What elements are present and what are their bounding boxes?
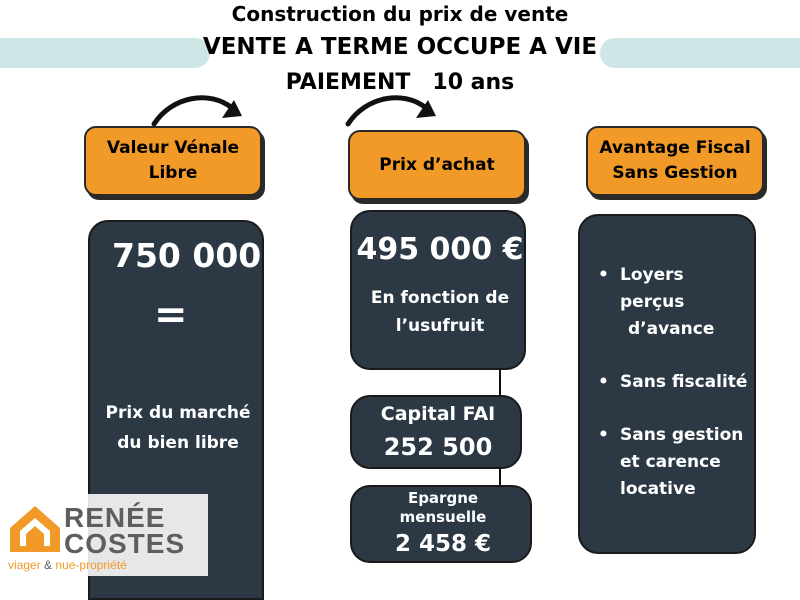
prix-achat-desc-line2: l’usufruit — [395, 316, 485, 336]
header-avantage-fiscal-line1: Avantage Fiscal — [599, 138, 751, 158]
capital-fai-label: Capital FAI — [380, 403, 496, 425]
epargne-label-line1: Epargne — [407, 489, 479, 507]
panel-capital-fai — [350, 395, 522, 469]
tagline-ampersand: & — [44, 558, 53, 572]
house-logo-icon — [8, 504, 62, 554]
capital-fai-value: 252 500 — [383, 433, 493, 461]
brand-tagline — [8, 558, 127, 572]
curved-arrow-icon-left — [150, 92, 246, 128]
panel-prix-achat — [350, 210, 526, 370]
prix-achat-amount: 495 000 € — [356, 232, 524, 267]
advantage-1-line1: Loyers perçus — [620, 265, 685, 312]
list-item — [598, 262, 748, 343]
panel-epargne-mensuelle — [350, 485, 532, 563]
bullet-icon: • — [598, 425, 609, 445]
valeur-venale-desc-line2: du bien libre — [117, 433, 239, 453]
brand-logo — [0, 494, 208, 576]
brand-name-line2: COSTES — [64, 528, 186, 559]
equals-sign: = — [154, 292, 188, 338]
panel-avantage-fiscal — [578, 214, 756, 554]
tagline-viager: viager — [8, 558, 41, 572]
header-prix-achat-label: Prix d’achat — [379, 154, 495, 175]
brand-name-line1: RENÉE — [64, 502, 166, 533]
valeur-venale-desc-line1: Prix du marché — [105, 403, 251, 423]
header-prix-achat — [348, 130, 526, 200]
advantages-list — [598, 262, 748, 529]
header-avantage-fiscal-line2: Sans Gestion — [612, 163, 738, 183]
advantage-2-line1: Sans fiscalité — [620, 372, 748, 392]
prix-achat-description — [352, 284, 528, 340]
payment-years: 10 ans — [432, 70, 515, 95]
valeur-venale-amount: 750 000 € — [112, 236, 296, 275]
advantage-3-line1: Sans gestion — [620, 425, 744, 445]
page-title: VENTE A TERME OCCUPE A VIE — [202, 34, 598, 60]
epargne-label-line2: mensuelle — [399, 508, 487, 526]
advantage-1-line2: d’avance — [628, 319, 715, 339]
advantage-3-line2: et carence — [620, 452, 721, 472]
page-subtitle: Construction du prix de vente — [231, 2, 569, 26]
bullet-icon: • — [598, 372, 609, 392]
list-item — [598, 422, 748, 503]
advantage-3-line3: locative — [620, 479, 696, 499]
list-item — [598, 369, 748, 396]
bullet-icon: • — [598, 265, 609, 285]
payment-label: PAIEMENT — [285, 70, 411, 95]
header-valeur-venale — [84, 126, 262, 196]
valeur-venale-description — [90, 398, 266, 458]
header-valeur-venale-line2: Libre — [148, 163, 198, 183]
prix-achat-desc-line1: En fonction de — [370, 288, 510, 308]
header-valeur-venale-line1: Valeur Vénale — [106, 138, 240, 158]
tagline-nue-propriete: nue-propriété — [55, 558, 127, 572]
curved-arrow-icon-middle — [344, 92, 440, 128]
epargne-label — [352, 489, 534, 527]
header-avantage-fiscal — [586, 126, 764, 196]
epargne-value: 2 458 € — [394, 531, 492, 557]
